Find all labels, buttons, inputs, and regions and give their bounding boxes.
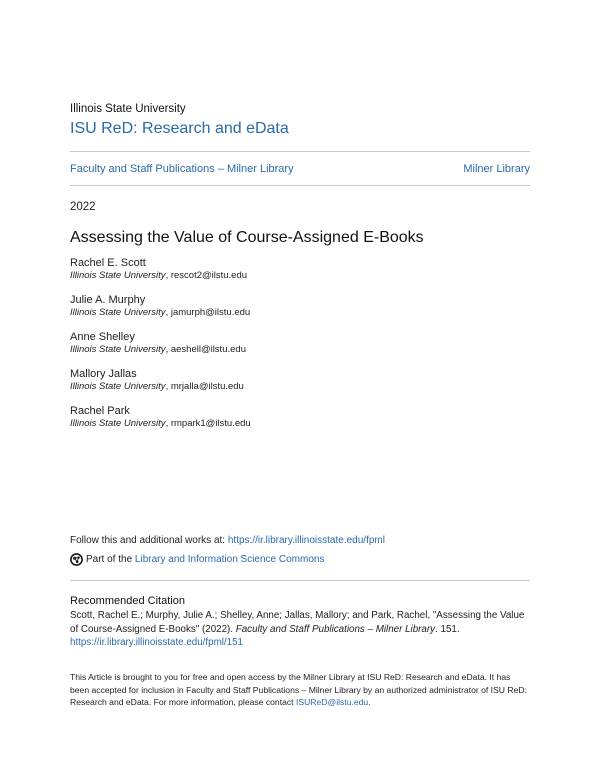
contact-email-link[interactable]: ISUReD@ilstu.edu (295, 697, 369, 707)
affiliation-text: Illinois State University (70, 381, 166, 392)
citation-url-link[interactable]: https://ir.library.illinoisstate.edu/fpml/151 (70, 637, 243, 648)
library-link[interactable]: Milner Library (463, 163, 530, 175)
institution-name: Illinois State University (70, 103, 186, 115)
author-entry (70, 405, 530, 442)
affiliation-text: Illinois State University (70, 344, 166, 355)
divider (70, 580, 530, 581)
author-email: , rmpark1@ilstu.edu (165, 418, 251, 429)
author-name: Rachel Park (70, 405, 130, 417)
citation-heading: Recommended Citation (70, 595, 185, 607)
author-affiliation (70, 381, 530, 393)
author-email: , rescot2@ilstu.edu (165, 270, 248, 281)
collection-url-link[interactable]: https://ir.library.illinoisstate.edu/fpml (227, 535, 385, 546)
author-email: , jamurph@ilstu.edu (165, 307, 251, 318)
affiliation-text: Illinois State University (70, 307, 166, 318)
publication-year: 2022 (70, 201, 96, 213)
author-name: Rachel E. Scott (70, 257, 146, 269)
citation-number: . 151. (435, 623, 460, 635)
commons-link[interactable]: Library and Information Science Commons (134, 554, 325, 565)
author-email: , mrjalla@ilstu.edu (165, 381, 244, 392)
author-email: , aeshell@ilstu.edu (165, 344, 246, 355)
part-of-line (70, 553, 324, 566)
affiliation-text: Illinois State University (70, 418, 166, 429)
affiliation-text: Illinois State University (70, 270, 166, 281)
author-affiliation (70, 307, 530, 319)
citation-text (70, 609, 530, 650)
author-affiliation (70, 344, 530, 356)
author-affiliation (70, 418, 530, 430)
author-name: Mallory Jallas (70, 368, 137, 380)
collection-link[interactable]: Faculty and Staff Publications – Milner Library (70, 163, 294, 175)
divider (70, 185, 530, 186)
follow-line (70, 535, 385, 546)
author-affiliation (70, 270, 530, 282)
access-statement-text: This Article is brought to you for free and open access by the Milner Library at ISU ReD: Research and eData. It has been accepted for inclusion in Faculty and Staff Publications – Milner Library by an authorized administrator of ISU ReD: Research and eData. For more information, please contact (70, 672, 527, 707)
author-entry (70, 257, 530, 294)
divider (70, 151, 530, 152)
article-title: Assessing the Value of Course-Assigned E-Books (70, 229, 424, 246)
part-of-prefix: Part of the (86, 554, 133, 565)
author-name: Julie A. Murphy (70, 294, 146, 306)
author-entry (70, 294, 530, 331)
citation-series: Faculty and Staff Publications – Milner Library (235, 623, 436, 635)
repository-link[interactable]: ISU ReD: Research and eData (70, 120, 289, 137)
access-statement-end: . (368, 697, 371, 707)
network-icon (70, 553, 83, 566)
author-entry (70, 331, 530, 368)
author-name: Anne Shelley (70, 331, 135, 343)
follow-prefix: Follow this and additional works at: (70, 535, 228, 546)
access-statement (70, 671, 530, 709)
citation-body: Scott, Rachel E.; Murphy, Julie A.; Shelley, Anne; Jallas, Mallory; and Park, Rachel, "Assessing the Value of Course-Assigned E-Books" (2022). (70, 610, 525, 635)
author-entry (70, 368, 530, 405)
author-list (70, 257, 530, 442)
